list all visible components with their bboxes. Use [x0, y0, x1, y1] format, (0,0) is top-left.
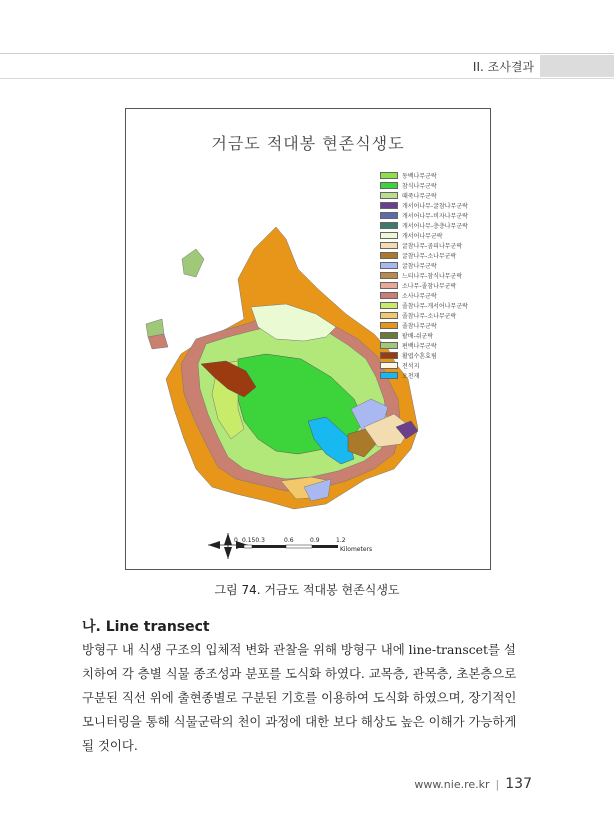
- scale-tick-2: 0.6: [284, 537, 294, 544]
- legend-label: 활엽수혼효림: [402, 353, 437, 361]
- legend-item: [380, 281, 468, 291]
- legend-swatch: [380, 342, 398, 349]
- legend-item: [380, 291, 468, 301]
- legend-item: [380, 271, 468, 281]
- scale-bar-seg2: [244, 545, 252, 548]
- legend-swatch: [380, 372, 398, 379]
- legend-swatch: [380, 172, 398, 179]
- section-heading: 나. Line transect: [82, 619, 210, 635]
- legend-swatch: [380, 182, 398, 189]
- legend-item: [380, 231, 468, 241]
- page-number: 137: [505, 776, 532, 792]
- page-footer: [414, 776, 532, 792]
- legend-label: 참식나무군락: [402, 183, 437, 191]
- legend-item: [380, 371, 468, 381]
- scale-bar-seg3: [252, 545, 286, 548]
- legend-swatch: [380, 332, 398, 339]
- legend-swatch: [380, 312, 398, 319]
- legend-label: 굴참나무-곰피나무군락: [402, 243, 463, 251]
- legend-label: 개서어나무-굴참나무군락: [402, 203, 468, 211]
- legend-label: 소사나무군락: [402, 293, 437, 301]
- legend-swatch: [380, 192, 398, 199]
- legend-label: 편백나무군락: [402, 343, 437, 351]
- map-scale-bar: [126, 529, 490, 569]
- legend-item: [380, 221, 468, 231]
- legend-swatch: [380, 262, 398, 269]
- legend-label: 때죽나무군락: [402, 193, 437, 201]
- legend-label: 전석지: [402, 363, 420, 371]
- legend-label: 소나무-졸참나무군락: [402, 283, 457, 291]
- body-line-3: 구분된 직선 위에 출현종별로 구분된 기호를 이용하여 도식화 하였으며, 장기적인: [82, 690, 517, 705]
- legend-item: [380, 211, 468, 221]
- legend-swatch: [380, 232, 398, 239]
- legend-label: 졸참나무-개서어나무군락: [402, 303, 468, 311]
- legend-item: [380, 341, 468, 351]
- page-top-band: [0, 0, 614, 52]
- legend-label: 굴참나무-소나무군락: [402, 253, 457, 261]
- legend-swatch: [380, 302, 398, 309]
- body-paragraph: [82, 638, 534, 758]
- legend-label: 동백나무군락: [402, 173, 437, 181]
- body-line-5: 될 것이다.: [82, 738, 138, 753]
- legend-swatch: [380, 282, 398, 289]
- legend-item: [380, 171, 468, 181]
- legend-swatch: [380, 352, 398, 359]
- legend-label: 졸참나무-소나무군락: [402, 313, 457, 321]
- scale-tick-1: 0.150.3: [242, 537, 265, 544]
- body-line-2: 치하여 각 층별 식물 종조성과 분포를 도식화 하였다. 교목층, 관목층, 초본층으로: [82, 666, 517, 681]
- legend-item: [380, 261, 468, 271]
- footer-separator: |: [495, 778, 500, 791]
- scale-bar-seg5: [312, 545, 338, 548]
- legend-swatch: [380, 272, 398, 279]
- legend-item: [380, 301, 468, 311]
- body-line-1: 방형구 내 식생 구조의 입체적 변화 관찰을 위해 방형구 내에 line-transcet를 설: [82, 642, 516, 657]
- legend-item: [380, 331, 468, 341]
- scale-bar-seg4: [286, 545, 312, 548]
- legend-swatch: [380, 212, 398, 219]
- header-rule-lower: [0, 78, 614, 79]
- chapter-tab: [540, 55, 614, 77]
- header-rule: [0, 53, 614, 54]
- legend-swatch: [380, 362, 398, 369]
- map-legend: [380, 171, 468, 381]
- map-region-green-patch: [182, 249, 204, 277]
- scale-bar-seg1: [236, 545, 244, 548]
- scale-tick-4: 1.2: [336, 537, 346, 544]
- map-region-pink-patch: [148, 334, 168, 349]
- legend-item: [380, 241, 468, 251]
- legend-item: [380, 201, 468, 211]
- legend-label: 굴참나무군락: [402, 263, 437, 271]
- legend-item: [380, 311, 468, 321]
- figure-caption: 그림 74. 거금도 적대봉 현존식생도: [214, 583, 400, 597]
- legend-swatch: [380, 252, 398, 259]
- map-title: 거금도 적대봉 현존식생도: [211, 134, 405, 153]
- scale-unit: Kilometers: [340, 546, 373, 553]
- legend-swatch: [380, 202, 398, 209]
- legend-item: [380, 321, 468, 331]
- legend-item: [380, 181, 468, 191]
- legend-item: [380, 191, 468, 201]
- legend-label: 개서어나무군락: [402, 233, 443, 241]
- legend-item: [380, 361, 468, 371]
- legend-swatch: [380, 222, 398, 229]
- legend-label: 개서어나무-층층나무군락: [402, 223, 468, 231]
- legend-item: [380, 351, 468, 361]
- scale-tick-3: 0.9: [310, 537, 320, 544]
- legend-label: 개서어나무-비자나무군락: [402, 213, 468, 221]
- legend-label: 졸참나무군락: [402, 323, 437, 331]
- legend-swatch: [380, 322, 398, 329]
- vegetation-map-figure: [125, 108, 491, 570]
- legend-item: [380, 251, 468, 261]
- legend-label: 팥배-쉬군락: [402, 333, 434, 341]
- legend-label: 느티나무-참식나무군락: [402, 273, 463, 281]
- chapter-label: II. 조사결과: [472, 60, 534, 74]
- footer-url: www.nie.re.kr: [414, 778, 490, 791]
- body-line-4: 모니터링을 통해 식물군락의 천이 과정에 대한 보다 해상도 높은 이해가 가능하게: [82, 714, 517, 729]
- legend-swatch: [380, 242, 398, 249]
- scale-tick-0: 0: [234, 537, 238, 544]
- legend-swatch: [380, 292, 398, 299]
- legend-label: 오천재: [402, 373, 420, 381]
